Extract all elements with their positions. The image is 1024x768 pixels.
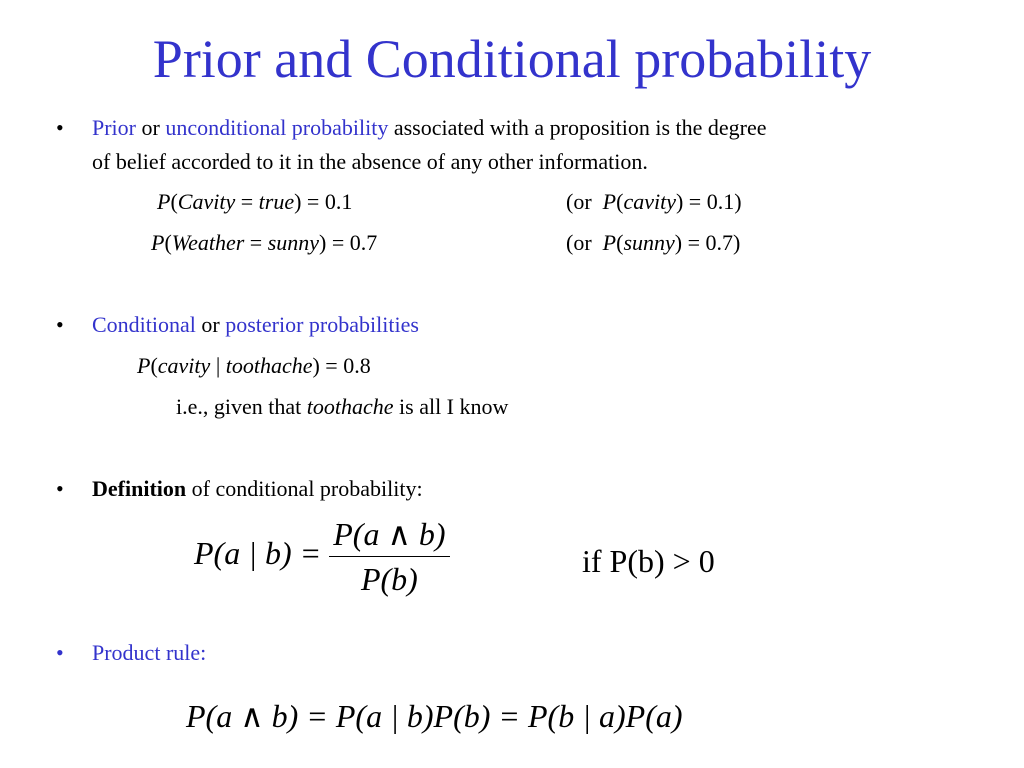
slide-title: Prior and Conditional probability [152,29,872,89]
definition-condition: if P(b) > 0 [582,543,715,579]
conditional-term: Conditional [92,312,196,337]
prior-line-1 [92,117,767,139]
bullet-conditional: • [56,312,64,337]
prior-term: Prior [92,115,136,140]
prior-equation-cavity: P(Cavity = true) = 0.1 [157,189,353,214]
prior-or: or [136,115,166,140]
conditional-or: or [195,312,226,337]
conditional-note: i.e., given that toothache is all I know [176,394,509,419]
prior-line-2: of belief accorded to it in the absence of any other information. [92,149,648,174]
bullet-prior: • [56,115,64,140]
definition-formula [194,518,450,595]
conditional-equation: P(cavity | toothache) = 0.8 [137,353,371,378]
prior-equation-weather: P(Weather = sunny) = 0.7 [151,230,378,255]
posterior-term: posterior probabilities [225,312,419,337]
product-rule-formula: P(a ∧ b) = P(a | b)P(b) = P(b | a)P(a) [186,698,683,734]
conditional-line [92,314,419,336]
definition-fraction [329,518,449,595]
prior-rest: associated with a proposition is the degree [388,115,767,140]
bullet-product-rule: • [56,640,64,665]
definition-bold: Definition [92,476,187,501]
prior-equation-weather-alt: (or P(sunny) = 0.7) [566,230,741,255]
definition-line: Definition of conditional probability: [92,476,423,501]
bullet-definition: • [56,476,64,501]
definition-denominator: P(b) [360,561,418,597]
unconditional-term: unconditional probability [165,115,389,140]
prior-equation-cavity-alt: (or P(cavity) = 0.1) [566,189,742,214]
definition-lhs: P(a | b) = [194,534,330,571]
product-rule-label: Product rule: [92,640,207,665]
definition-numerator: P(a ∧ b) [329,518,449,557]
